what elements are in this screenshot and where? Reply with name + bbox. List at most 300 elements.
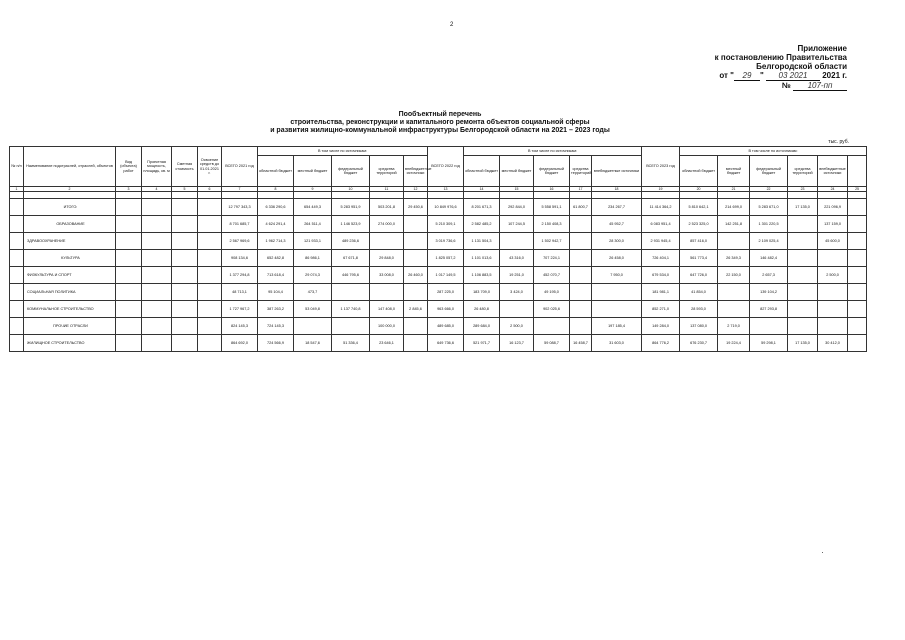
- empty-cell: [172, 233, 198, 250]
- table-cell: 852 271,0: [642, 301, 680, 318]
- empty-cell: [198, 335, 222, 352]
- table-cell: 67 671,8: [332, 250, 370, 267]
- units-label: тыс. руб.: [828, 139, 849, 145]
- empty-cell: [718, 301, 750, 318]
- empty-cell: [570, 267, 592, 284]
- table-cell: 29 450,6: [404, 199, 428, 216]
- page-number: 2: [450, 22, 454, 28]
- empty-cell: [848, 233, 867, 250]
- table-cell: 142 251,8: [718, 216, 750, 233]
- empty-cell: [10, 199, 24, 216]
- empty-cell: [116, 250, 142, 267]
- header-type: Вид (объекта) работ: [116, 147, 142, 187]
- empty-cell: [332, 284, 370, 301]
- table-cell: 3 019 736,6: [428, 233, 464, 250]
- empty-cell: [788, 284, 818, 301]
- table-cell: КУЛЬТУРА: [24, 250, 116, 267]
- column-number: 17: [570, 187, 592, 192]
- table-cell: 30 412,0: [818, 335, 848, 352]
- table-cell: 26 480,8: [464, 301, 500, 318]
- column-number: 22: [750, 187, 788, 192]
- table-cell: 22 150,0: [718, 267, 750, 284]
- table-cell: 864 776,2: [642, 335, 680, 352]
- empty-cell: [500, 301, 534, 318]
- header-2022-terr: средства территорий: [570, 156, 592, 187]
- table-cell: 43 316,0: [500, 250, 534, 267]
- table-cell: 28 300,0: [592, 233, 642, 250]
- table-cell: 23 646,1: [370, 335, 404, 352]
- table-cell: 5 283 951,9: [332, 199, 370, 216]
- empty-cell: [142, 267, 172, 284]
- table-cell: 26 458,0: [592, 250, 642, 267]
- column-number: 3: [116, 187, 142, 192]
- table-cell: 234 267,7: [592, 199, 642, 216]
- table-cell: 452 070,7: [534, 267, 570, 284]
- table-cell: 963 666,0: [428, 301, 464, 318]
- table-cell: 5 283 671,0: [750, 199, 788, 216]
- empty-cell: [818, 318, 848, 335]
- table-cell: 6 336 290,6: [258, 199, 294, 216]
- empty-cell: [172, 318, 198, 335]
- table-cell: 2 523 325,0: [680, 216, 718, 233]
- header-2021-local: местный бюджет: [294, 156, 332, 187]
- empty-cell: [750, 318, 788, 335]
- table-cell: 713 618,4: [258, 267, 294, 284]
- table-cell: 489 236,6: [332, 233, 370, 250]
- empty-cell: [592, 284, 642, 301]
- table-cell: 2 657,3: [750, 267, 788, 284]
- attachment-number-line: [647, 81, 847, 91]
- column-number: 6: [198, 187, 222, 192]
- column-number: 11: [370, 187, 404, 192]
- empty-cell: [10, 284, 24, 301]
- empty-cell: [10, 335, 24, 352]
- empty-cell: [10, 250, 24, 267]
- table-cell: 724 566,9: [258, 335, 294, 352]
- table-cell: 707 224,1: [534, 250, 570, 267]
- empty-cell: [788, 318, 818, 335]
- empty-cell: [116, 335, 142, 352]
- empty-cell: [172, 199, 198, 216]
- column-number: 5: [172, 187, 198, 192]
- table-cell: 724 145,3: [258, 318, 294, 335]
- scan-speck: [822, 552, 823, 553]
- header-total-2023: ВСЕГО 2023 год: [642, 147, 680, 187]
- column-number: 14: [464, 187, 500, 192]
- title-line-1: Пообъектный перечень: [398, 111, 482, 118]
- table-cell: 908 134,6: [222, 250, 258, 267]
- table-cell: ФИЗКУЛЬТУРА И СПОРТ: [24, 267, 116, 284]
- table-row: [10, 216, 867, 233]
- header-2022-fed: федеральный бюджет: [534, 156, 570, 187]
- attachment-line-3: Белгородской области: [756, 62, 847, 71]
- table-cell: ЖИЛИЩНОЕ СТРОИТЕЛЬСТВО: [24, 335, 116, 352]
- header-2021-obl: областной бюджет: [258, 156, 294, 187]
- empty-cell: [142, 318, 172, 335]
- empty-cell: [370, 233, 404, 250]
- table-cell: 11 414 364,2: [642, 199, 680, 216]
- header-2021-terr: средства территорий: [370, 156, 404, 187]
- column-number: 16: [534, 187, 570, 192]
- table-cell: 137 080,0: [680, 318, 718, 335]
- table-cell: 1 962 714,3: [258, 233, 294, 250]
- header-cost: Сметная стоимость: [172, 147, 198, 187]
- table-cell: 181 981,1: [642, 284, 680, 301]
- table-cell: 7 950,0: [592, 267, 642, 284]
- table-cell: 214 699,0: [718, 199, 750, 216]
- table-cell: 1 301 220,5: [750, 216, 788, 233]
- table-cell: 28 593,0: [680, 301, 718, 318]
- empty-cell: [404, 318, 428, 335]
- table-cell: ЗДРАВООХРАНЕНИЕ: [24, 233, 116, 250]
- column-number: 9: [294, 187, 332, 192]
- date-day: 29: [734, 71, 760, 81]
- table-cell: 17 135,0: [788, 199, 818, 216]
- header-capacity: Проектная мощность, площадь, кв. м: [142, 147, 172, 187]
- empty-cell: [116, 267, 142, 284]
- empty-cell: [116, 216, 142, 233]
- table-cell: 146 482,4: [750, 250, 788, 267]
- column-number: 7: [222, 187, 258, 192]
- column-number: 2: [24, 187, 116, 192]
- date-month: 03 2021: [766, 71, 820, 81]
- table-cell: 679 534,0: [642, 267, 680, 284]
- table-cell: 264 511,4: [294, 216, 332, 233]
- header-financing: Освоение средств до 01.01.2021 г.: [198, 147, 222, 187]
- empty-cell: [818, 284, 848, 301]
- table-cell: 726 404,1: [642, 250, 680, 267]
- document-title: [240, 111, 640, 135]
- empty-cell: [172, 250, 198, 267]
- empty-cell: [848, 301, 867, 318]
- table-cell: 8 201 671,3: [464, 199, 500, 216]
- header-name: Наименование подотраслей, отраслей, объектов: [24, 147, 116, 187]
- date-mid: ": [759, 71, 764, 80]
- table-cell: 139 104,2: [750, 284, 788, 301]
- table-cell: 1 825 057,2: [428, 250, 464, 267]
- header-2023-obl: областной бюджет: [680, 156, 718, 187]
- column-number: 4: [142, 187, 172, 192]
- empty-cell: [198, 301, 222, 318]
- empty-cell: [788, 301, 818, 318]
- header-2023-fed: федеральный бюджет: [750, 156, 788, 187]
- table-cell: 19 251,0: [500, 267, 534, 284]
- table-cell: 6 083 951,4: [642, 216, 680, 233]
- empty-cell: [370, 284, 404, 301]
- table-cell: 147 408,0: [370, 301, 404, 318]
- table-body: [10, 187, 867, 352]
- number-prefix: №: [781, 81, 791, 90]
- table-cell: 292 844,0: [500, 199, 534, 216]
- empty-cell: [718, 233, 750, 250]
- column-number: 21: [718, 187, 750, 192]
- table-cell: 48 713,1: [222, 284, 258, 301]
- empty-cell: [848, 216, 867, 233]
- empty-cell: [116, 301, 142, 318]
- empty-cell: [788, 250, 818, 267]
- header-no: № п/п: [10, 147, 24, 187]
- empty-cell: [818, 301, 848, 318]
- table-row: [10, 335, 867, 352]
- table-cell: СОЦИАЛЬНАЯ ПОЛИТИКА: [24, 284, 116, 301]
- empty-cell: [404, 284, 428, 301]
- table-cell: 2 931 945,4: [642, 233, 680, 250]
- table-cell: 26 349,3: [718, 250, 750, 267]
- table-cell: 61 800,7: [570, 199, 592, 216]
- table-cell: 289 684,0: [464, 318, 500, 335]
- table-cell: 45 600,0: [818, 233, 848, 250]
- header-2021-extra: внебюджетные источники: [404, 156, 428, 187]
- header-total-2022: ВСЕГО 2022 год: [428, 147, 464, 187]
- table-cell: 5 810 642,1: [680, 199, 718, 216]
- table-cell: 149 284,0: [642, 318, 680, 335]
- date-prefix: от ": [719, 71, 734, 80]
- column-number: 23: [788, 187, 818, 192]
- header-2023-local: местный бюджет: [718, 156, 750, 187]
- empty-cell: [294, 318, 332, 335]
- empty-cell: [570, 233, 592, 250]
- empty-cell: [172, 284, 198, 301]
- table-cell: 1 137 740,8: [332, 301, 370, 318]
- table-cell: 647 726,0: [680, 267, 718, 284]
- table-cell: 902 025,6: [534, 301, 570, 318]
- empty-cell: [848, 267, 867, 284]
- table-cell: 2 719,0: [718, 318, 750, 335]
- table-row: [10, 318, 867, 335]
- empty-cell: [10, 318, 24, 335]
- table-cell: 654 449,3: [294, 199, 332, 216]
- table-cell: 1 727 967,2: [222, 301, 258, 318]
- table-cell: 2 500,0: [500, 318, 534, 335]
- empty-cell: [848, 250, 867, 267]
- table-cell: 221 096,9: [818, 199, 848, 216]
- table-cell: 5 210 309,1: [428, 216, 464, 233]
- table-cell: 1 017 149,5: [428, 267, 464, 284]
- column-number: 18: [592, 187, 642, 192]
- empty-cell: [788, 216, 818, 233]
- table-cell: 1 131 504,3: [464, 233, 500, 250]
- table-cell: 12 797 343,3: [222, 199, 258, 216]
- empty-cell: [142, 233, 172, 250]
- table-cell: 59 298,1: [750, 335, 788, 352]
- table-cell: 51 336,4: [332, 335, 370, 352]
- empty-cell: [404, 216, 428, 233]
- empty-cell: [198, 250, 222, 267]
- table-cell: 521 971,7: [464, 335, 500, 352]
- table-row: [10, 233, 867, 250]
- table-cell: 649 736,6: [428, 335, 464, 352]
- table-cell: 16 123,7: [500, 335, 534, 352]
- table-cell: 10 849 976,6: [428, 199, 464, 216]
- empty-cell: [116, 318, 142, 335]
- table-row: [10, 284, 867, 301]
- table-cell: 26 460,0: [404, 267, 428, 284]
- table-cell: 561 773,4: [680, 250, 718, 267]
- empty-cell: [198, 233, 222, 250]
- empty-cell: [404, 250, 428, 267]
- table-cell: 2 582 485,2: [464, 216, 500, 233]
- empty-cell: [10, 267, 24, 284]
- table-cell: 2 150 408,3: [534, 216, 570, 233]
- header-2022-obl: областной бюджет: [464, 156, 500, 187]
- empty-cell: [172, 301, 198, 318]
- column-number: 8: [258, 187, 294, 192]
- empty-cell: [142, 335, 172, 352]
- table-cell: ИТОГО:: [24, 199, 116, 216]
- header-group-2022: В том числе по источникам:: [464, 147, 642, 156]
- table-cell: 17 135,0: [788, 335, 818, 352]
- table-cell: 107 244,5: [500, 216, 534, 233]
- spacer-row: [10, 192, 867, 199]
- table-cell: 31 603,0: [592, 335, 642, 352]
- header-group-2023: В том числе по источникам:: [680, 147, 867, 156]
- table-cell: 29 074,3: [294, 267, 332, 284]
- empty-cell: [142, 250, 172, 267]
- table-cell: 8 701 685,7: [222, 216, 258, 233]
- empty-cell: [570, 216, 592, 233]
- table-cell: 2 845,6: [404, 301, 428, 318]
- table-cell: 2 567 969,6: [222, 233, 258, 250]
- title-line-3: и развития жилищно-коммунальной инфраструктуры Белгородской области на 2021 – 2023 годы: [270, 127, 610, 134]
- column-number: 12: [404, 187, 428, 192]
- table-cell: 864 692,0: [222, 335, 258, 352]
- empty-cell: [570, 318, 592, 335]
- empty-cell: [10, 233, 24, 250]
- empty-cell: [848, 335, 867, 352]
- table-cell: 387 263,2: [258, 301, 294, 318]
- table-cell: 489 685,0: [428, 318, 464, 335]
- empty-cell: [788, 233, 818, 250]
- empty-cell: [848, 199, 867, 216]
- object-list-table: [9, 146, 867, 352]
- empty-cell: [404, 233, 428, 250]
- table-cell: 16 458,7: [570, 335, 592, 352]
- table-cell: 287 225,0: [428, 284, 464, 301]
- empty-cell: [172, 335, 198, 352]
- table-cell: 274 000,0: [370, 216, 404, 233]
- table-cell: 1 101 013,6: [464, 250, 500, 267]
- table-cell: 33 008,0: [370, 267, 404, 284]
- table-cell: 197 185,4: [592, 318, 642, 335]
- table-cell: 86 986,1: [294, 250, 332, 267]
- header-2023-extra-2: [848, 156, 867, 187]
- empty-cell: [818, 250, 848, 267]
- table-cell: 4 624 291,4: [258, 216, 294, 233]
- empty-cell: [142, 199, 172, 216]
- empty-cell: [848, 284, 867, 301]
- empty-cell: [198, 318, 222, 335]
- empty-cell: [198, 199, 222, 216]
- table-cell: 652 482,8: [258, 250, 294, 267]
- table-cell: 824 145,3: [222, 318, 258, 335]
- table-cell: 19 224,4: [718, 335, 750, 352]
- table-cell: 121 933,1: [294, 233, 332, 250]
- table-cell: 1 106 883,5: [464, 267, 500, 284]
- empty-cell: [142, 216, 172, 233]
- column-number: 10: [332, 187, 370, 192]
- empty-cell: [116, 199, 142, 216]
- table-cell: 857 416,0: [680, 233, 718, 250]
- header-2023-extra: внебюджетные источники: [818, 156, 848, 187]
- empty-cell: [570, 250, 592, 267]
- table-cell: 100 000,0: [370, 318, 404, 335]
- header-2021-fed: федеральный бюджет: [332, 156, 370, 187]
- table-cell: 137 159,0: [818, 216, 848, 233]
- empty-cell: [404, 335, 428, 352]
- table-cell: 18 547,6: [294, 335, 332, 352]
- table-cell: 2 109 025,4: [750, 233, 788, 250]
- empty-cell: [10, 216, 24, 233]
- empty-cell: [116, 284, 142, 301]
- header-2022-local: местный бюджет: [500, 156, 534, 187]
- table-cell: 45 952,7: [592, 216, 642, 233]
- table-cell: 3 424,0: [500, 284, 534, 301]
- empty-cell: [198, 216, 222, 233]
- empty-cell: [718, 284, 750, 301]
- header-group-2021: В том числе по источникам:: [258, 147, 428, 156]
- table-cell: 29 848,0: [370, 250, 404, 267]
- table-cell: 1 377 294,8: [222, 267, 258, 284]
- table-cell: 49 195,0: [534, 284, 570, 301]
- empty-cell: [500, 233, 534, 250]
- header-total-2021: ВСЕГО 2021 год: [222, 147, 258, 187]
- empty-cell: [848, 318, 867, 335]
- column-number: 1: [10, 187, 24, 192]
- table-cell: ПРОЧИЕ ОТРАСЛИ: [24, 318, 116, 335]
- table-cell: 183 709,0: [464, 284, 500, 301]
- empty-cell: [10, 301, 24, 318]
- empty-cell: [198, 267, 222, 284]
- attachment-block: [647, 44, 847, 91]
- number-value: 107-пп: [793, 81, 847, 91]
- column-number: 19: [642, 187, 680, 192]
- date-suffix: 2021 г.: [822, 71, 847, 80]
- empty-cell: [788, 267, 818, 284]
- empty-cell: [198, 284, 222, 301]
- column-number: 13: [428, 187, 464, 192]
- table-cell: 5 558 591,1: [534, 199, 570, 216]
- table-row: [10, 267, 867, 284]
- table-cell: 446 795,6: [332, 267, 370, 284]
- empty-cell: [142, 284, 172, 301]
- empty-cell: [116, 233, 142, 250]
- empty-cell: [570, 301, 592, 318]
- empty-cell: [172, 216, 198, 233]
- table-cell: 1 502 942,7: [534, 233, 570, 250]
- empty-cell: [172, 267, 198, 284]
- table-cell: 2 500,0: [818, 267, 848, 284]
- table-cell: ОБРАЗОВАНИЕ: [24, 216, 116, 233]
- empty-cell: [142, 301, 172, 318]
- column-number: 15: [500, 187, 534, 192]
- empty-cell: [332, 318, 370, 335]
- table-cell: 473,7: [294, 284, 332, 301]
- attachment-line-2: к постановлению Правительства: [714, 53, 847, 62]
- header-2023-terr: средства территорий: [788, 156, 818, 187]
- table-row: [10, 250, 867, 267]
- empty-cell: [570, 284, 592, 301]
- header-2022-extra: внебюджетные источники: [592, 156, 642, 187]
- table-cell: 59 088,7: [534, 335, 570, 352]
- table-cell: 503 201,8: [370, 199, 404, 216]
- column-number: 24: [818, 187, 848, 192]
- column-number: 20: [680, 187, 718, 192]
- table-cell: 1 146 523,9: [332, 216, 370, 233]
- table-cell: КОММУНАЛЬНОЕ СТРОИТЕЛЬСТВО: [24, 301, 116, 318]
- attachment-date-line: [647, 71, 847, 81]
- empty-cell: [534, 318, 570, 335]
- table-row: [10, 301, 867, 318]
